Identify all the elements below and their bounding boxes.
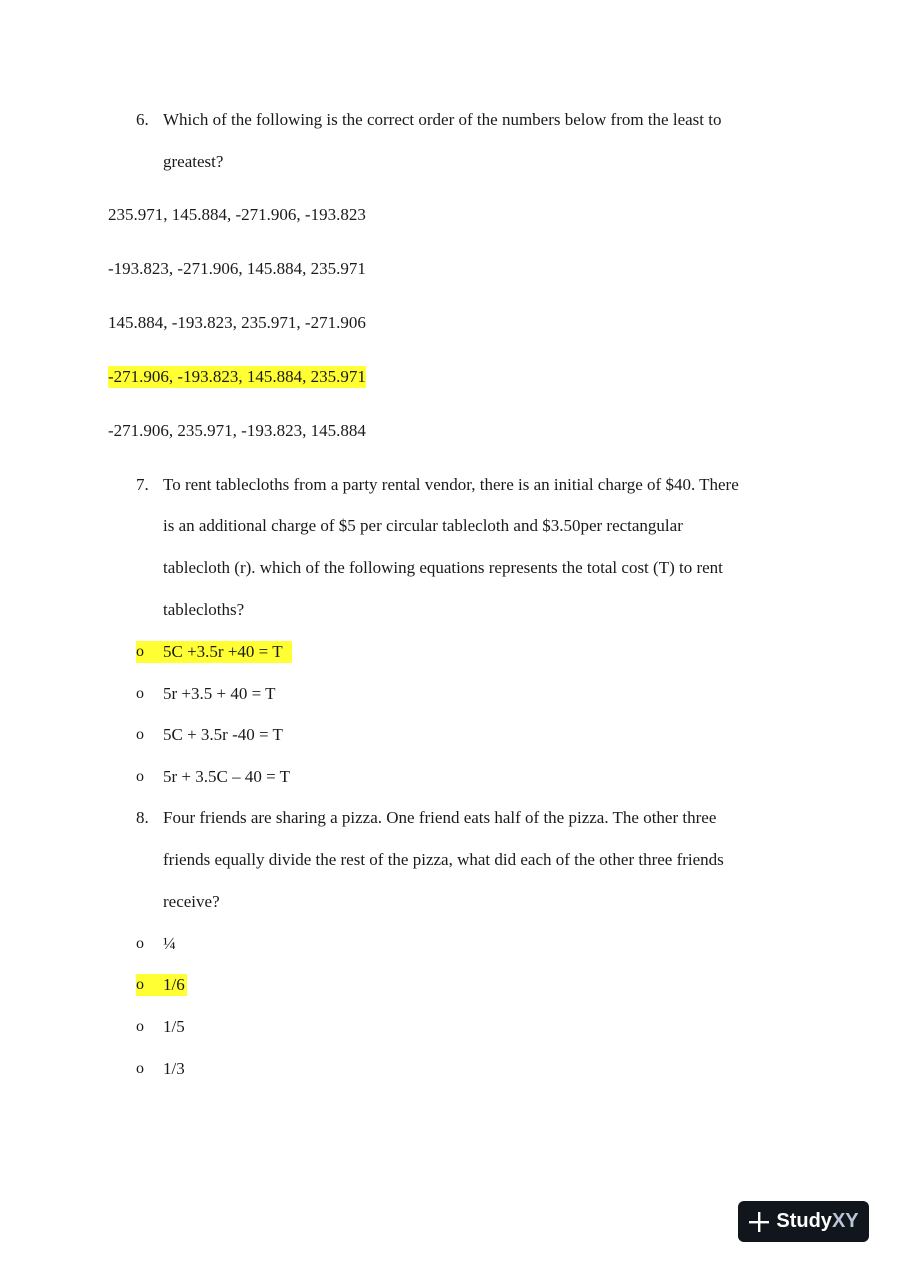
question-text-cont: receive? (163, 892, 220, 911)
question-number: 8. (136, 808, 149, 827)
question-number: 7. (136, 475, 149, 494)
bullet-icon: o (136, 643, 144, 660)
choice-text: 1/5 (163, 1017, 185, 1036)
logo-text-accent: XY (831, 1210, 859, 1232)
choice-text: 1/6 (163, 975, 185, 994)
choice-highlighted (136, 974, 187, 996)
question-number: 6. (136, 110, 149, 129)
question-text: To rent tablecloths from a party rental vendor, there is an initial charge of $40. There (163, 475, 739, 494)
choice-text: 1/3 (163, 1059, 185, 1078)
studyxy-logo (738, 1201, 869, 1242)
question-text-cont: greatest? (163, 152, 224, 171)
answer-option: -271.906, 235.971, -193.823, 145.884 (108, 421, 366, 440)
question-text-cont: friends equally divide the rest of the pizza, what did each of the other three friends (163, 850, 724, 869)
answer-option-highlighted: -271.906, -193.823, 145.884, 235.971 (108, 367, 366, 386)
choice-text: ¼ (163, 934, 176, 953)
question-text-cont: tablecloth (r). which of the following equations represents the total cost (T) to rent (163, 558, 723, 577)
choice-text: 5C +3.5r +40 = T (163, 642, 283, 661)
logo-text-main: Study (776, 1210, 832, 1232)
question-text-cont: is an additional charge of $5 per circular tablecloth and $3.50per rectangular (163, 516, 683, 535)
plus-icon (748, 1211, 770, 1233)
bullet-icon: o (136, 935, 144, 952)
answer-option: 145.884, -193.823, 235.971, -271.906 (108, 313, 366, 332)
answer-option: 235.971, 145.884, -271.906, -193.823 (108, 205, 366, 224)
question-text-cont: tablecloths? (163, 600, 245, 619)
choice-text: 5C + 3.5r -40 = T (163, 725, 283, 744)
bullet-icon: o (136, 768, 144, 785)
bullet-icon: o (136, 726, 144, 743)
choice-highlighted (136, 641, 292, 663)
bullet-icon: o (136, 1060, 144, 1077)
question-text: Which of the following is the correct order of the numbers below from the least to (163, 110, 722, 129)
question-text: Four friends are sharing a pizza. One friend eats half of the pizza. The other three (163, 808, 717, 827)
bullet-icon: o (136, 685, 144, 702)
bullet-icon: o (136, 976, 144, 993)
choice-text: 5r + 3.5C – 40 = T (163, 767, 291, 786)
bullet-icon: o (136, 1018, 144, 1035)
answer-option: -193.823, -271.906, 145.884, 235.971 (108, 259, 366, 278)
choice-text: 5r +3.5 + 40 = T (163, 684, 276, 703)
